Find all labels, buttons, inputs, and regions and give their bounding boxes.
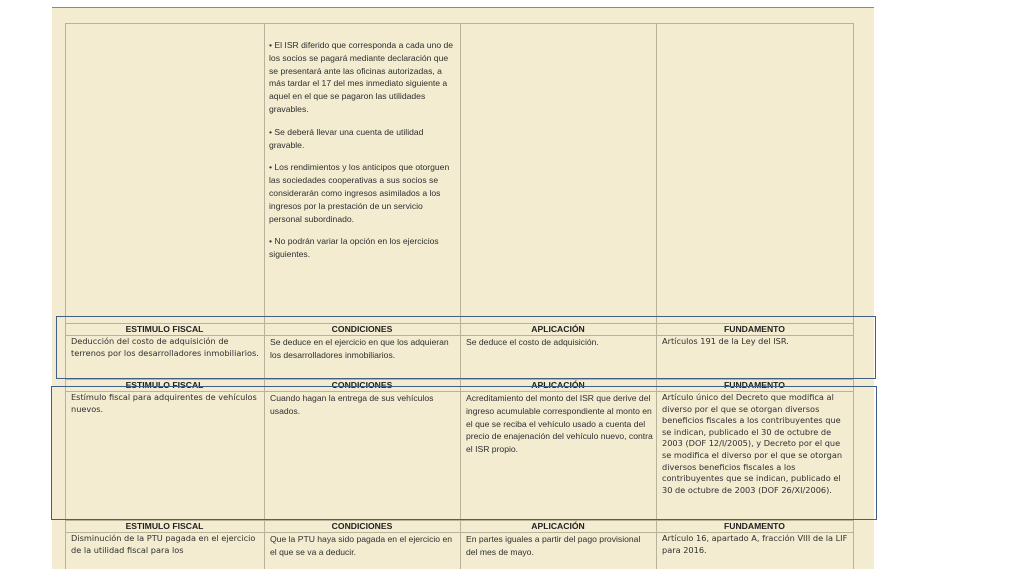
row2-estimulo: Estímulo fiscal para adquirentes de vehículos nuevos. — [71, 392, 257, 414]
header-fundamento: FUNDAMENTO — [724, 380, 785, 390]
header-fundamento: FUNDAMENTO — [724, 521, 785, 531]
row1-estimulo: Deducción del costo de adquisición de terrenos por los desarrolladores inmobiliarios. — [71, 336, 259, 358]
bullet-cuenta-utilidad: • Se deberá llevar una cuenta de utilidad gravable. — [269, 126, 424, 150]
row1-aplicacion: Se deduce el costo de adquisición. — [466, 337, 599, 347]
header-aplicacion: APLICACIÓN — [531, 324, 585, 334]
bullet-no-variar: • No podrán variar la opción en los ejercicios siguientes. — [269, 236, 439, 260]
row1-fundamento: Artículos 191 de la Ley del ISR. — [662, 336, 789, 346]
header-estimulo: ESTIMULO FISCAL — [125, 521, 204, 531]
bullet-rendimientos: • Los rendimientos y los anticipos que otorguen las sociedades cooperativas a sus socios se considerarán como ingresos asimilados a los ingresos por la prestación de un servicio personal subordinado. — [269, 162, 450, 224]
header-estimulo: ESTIMULO FISCAL — [125, 324, 204, 334]
row2-fundamento: Artículo único del Decreto que modifica al diverso por el que se otorgan diversos beneficios fiscales a los contribuyentes que se indican, publicado el 30 de octubre de 2003 (DOF 12/I/2005), y Decreto por el que se modifica el diverso por el que se otorgan diversos beneficios fiscales a los contribuyentes que se indican, publicado el 30 de octubre de 2003 (DOF 26/XI/2006). — [662, 392, 843, 495]
header-condiciones: CONDICIONES — [331, 521, 393, 531]
row3-aplicacion: En partes iguales a partir del pago provisional del mes de mayo. — [466, 534, 641, 557]
highlight-box-row2 — [51, 386, 877, 520]
grid-line — [65, 23, 854, 24]
row3-estimulo: Disminución de la PTU pagada en el ejercicio de la utilidad fiscal para los — [71, 533, 256, 555]
row1-condiciones: Se deduce en el ejercicio en que los adquieran los desarrolladores inmobiliarios. — [270, 337, 449, 360]
row2-condiciones: Cuando hagan la entrega de sus vehículos usados. — [270, 393, 434, 416]
header-condiciones: CONDICIONES — [331, 324, 393, 334]
bullet-isr-diferido: • El ISR diferido que corresponda a cada uno de los socios se pagará mediante declaración que se presentará ante las oficinas autorizadas, a más tardar el 17 del mes inmediato siguiente a aquel en el que se pagaron las utilidades gravables. — [269, 40, 454, 114]
header-estimulo: ESTIMULO FISCAL — [125, 380, 204, 390]
row3-condiciones: Que la PTU haya sido pagada en el ejercicio en el que se va a deducir. — [270, 534, 453, 557]
header-aplicacion: APLICACIÓN — [531, 521, 585, 531]
top-bullets — [269, 39, 457, 271]
header-aplicacion: APLICACIÓN — [531, 380, 585, 390]
header-fundamento: FUNDAMENTO — [724, 324, 785, 334]
header-condiciones: CONDICIONES — [331, 380, 393, 390]
row2-aplicacion: Acreditamiento del monto del ISR que derive del ingreso acumulable correspondiente al monto en el que se reciba el vehículo usado a cuenta del precio de enajenación del vehículo nuevo, contra el ISR propio. — [466, 393, 653, 455]
highlight-box-row1 — [56, 316, 876, 379]
row3-fundamento: Artículo 16, apartado A, fracción VIII de la LIF para 2016. — [662, 533, 848, 555]
